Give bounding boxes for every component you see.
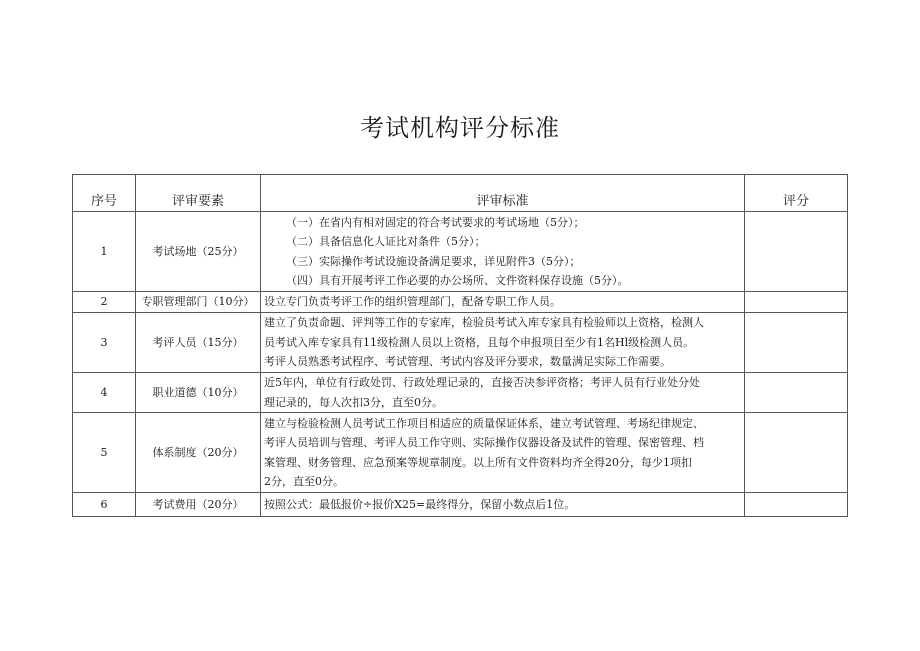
row-seq: 6 [73, 493, 136, 517]
standard-line: 2分，直至0分。 [264, 475, 344, 488]
row-item: 职业道德（10分） [136, 373, 261, 413]
standard-line: 建立了负责命题、评判等工作的专家库，检验员考试入库专家具有检验师以上资格，检测人 [264, 316, 704, 330]
row-item: 考评人员（15分） [136, 313, 261, 373]
header-score: 评分 [745, 175, 848, 212]
row-item: 体系制度（20分） [136, 413, 261, 493]
row-score[interactable] [745, 413, 848, 493]
row-standard [261, 313, 745, 373]
table-row [73, 493, 848, 517]
table-row [73, 292, 848, 313]
row-seq: 3 [73, 313, 136, 373]
table-row [73, 212, 848, 292]
standard-line: （四）具有开展考评工作必要的办公场所、文件资料保存设施（5分）。 [286, 274, 629, 287]
table-header-row [73, 175, 848, 212]
row-seq: 4 [73, 373, 136, 413]
row-standard [261, 493, 745, 517]
row-seq: 5 [73, 413, 136, 493]
table-row [73, 313, 848, 373]
row-score[interactable] [745, 493, 848, 517]
standard-line: 案管理、财务管理、应急预案等规章制度。以上所有文件资料均齐全得20分，每少1项扣 [264, 455, 692, 469]
standard-line: 设立专门负责考评工作的组织管理部门，配备专职工作人员。 [264, 295, 561, 309]
standard-line: （二）具备信息化人证比对条件（5分）； [286, 235, 486, 248]
row-item: 考试费用（20分） [136, 493, 261, 517]
row-score[interactable] [745, 292, 848, 313]
table-row [73, 373, 848, 413]
scoring-table [72, 174, 848, 517]
standard-line: 员考试入库专家具有11级检测人员以上资格，且每个申报项目至少有1名Hl级检测人员。 [264, 335, 695, 349]
page-title: 考试机构评分标准 [360, 114, 560, 142]
standard-line: 建立与检验检测人员考试工作项目相适应的质量保证体系，建立考试管理、考场纪律规定、 [264, 416, 704, 430]
header-seq: 序号 [73, 175, 136, 212]
row-score[interactable] [745, 313, 848, 373]
header-item: 评审要素 [136, 175, 261, 212]
standard-line: （一）在省内有相对固定的符合考试要求的考试场地（5分）； [286, 215, 585, 229]
row-standard [261, 413, 745, 493]
row-score[interactable] [745, 212, 848, 292]
row-standard [261, 212, 745, 292]
standard-line: 按照公式：最低报价÷报价X25=最终得分，保留小数点后1位。 [264, 497, 576, 511]
row-standard [261, 373, 745, 413]
standard-line: 近5年内，单位有行政处罚、行政处理记录的，直接否决参评资格；考评人员有行业处分处 [264, 376, 700, 389]
row-standard [261, 292, 745, 313]
standard-line: 考评人员培训与管理、考评人员工作守则、实际操作仪器设备及试件的管理、保密管理、档 [264, 436, 704, 449]
row-item: 考试场地（25分） [136, 212, 261, 292]
header-standard: 评审标准 [261, 175, 745, 212]
table-row [73, 413, 848, 493]
standard-line: （三）实际操作考试设施设备满足要求，详见附件3（5分）； [286, 254, 581, 268]
standard-line: 理记录的，每人次扣3分，直至0分。 [264, 395, 443, 409]
row-seq: 1 [73, 212, 136, 292]
row-score[interactable] [745, 373, 848, 413]
row-item: 专职管理部门（10分） [136, 292, 261, 313]
row-seq: 2 [73, 292, 136, 313]
standard-line: 考评人员熟悉考试程序、考试管理、考试内容及评分要求，数量满足实际工作需要。 [264, 355, 671, 369]
